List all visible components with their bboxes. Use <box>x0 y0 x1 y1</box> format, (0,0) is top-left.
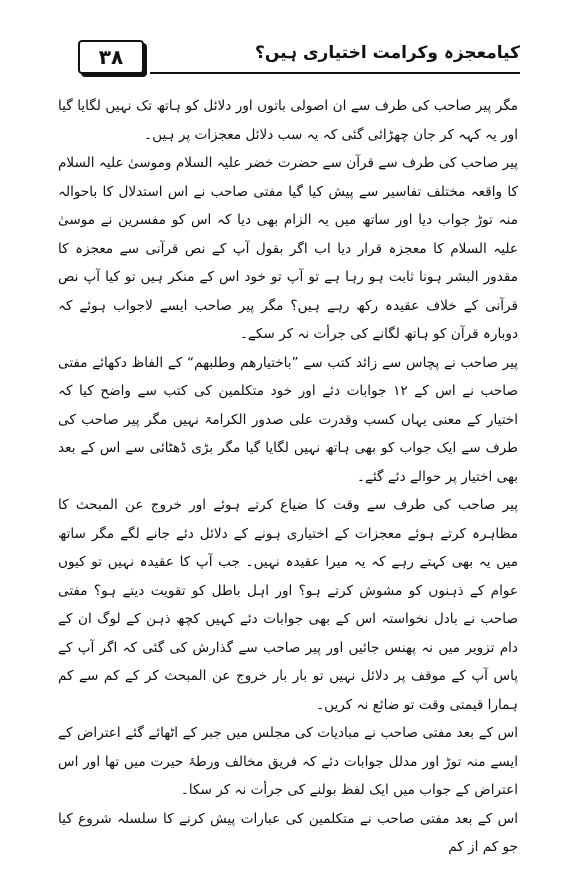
paragraph-5: اس کے بعد مفتی صاحب نے مبادیات کی مجلس میں جبر کے اٹھائے گئے اعتراض کے ایسے منہ توڑ اور مدلل جوابات دئے کہ فریق مخالف ورطۂ حیرت میں تھا اور اس اعتراض کے جواب میں ایک لفظ بولنے کی جرأت نہ کر سکا۔ <box>58 725 518 798</box>
paragraph-1: مگر پیر صاحب کی طرف سے ان اصولی باتوں اور دلائل کو ہاتھ تک نہیں لگایا گیا اور یہ کہہ کر جان چھڑائی گئی کہ یہ سب دلائل معجزات پر ہیں۔ <box>58 98 518 143</box>
paragraph-4: پیر صاحب کی طرف سے وقت کا ضیاع کرتے ہوئے اور خروج عن المبحث کا مظاہرہ کرتے ہوئے معجزات کے اختیاری ہونے کے دلائل دئے جانے لگے مگر ساتھ میں یہ بھی کہتے رہے کہ یہ میرا عقیدہ نہیں۔ جب آپ کا عقیدہ نہیں تو کیوں عوام کے ذہنوں کو مشوش کرتے ہو؟ اور اہل باطل کو تقویت دیتے ہو؟ مفتی صاحب نے بادل نخواستہ اس کے بھی جوابات دئے کہیں کچھ ذہن کے لوگ ان کے دام تزویر میں نہ پھنس جائیں اور پیر صاحب سے گذارش کی گئی کہ اگر آپ کے پاس آپ کے موقف پر دلائل نہیں تو بار بار خروج عن المبحث کر کے کم سے کم ہمارا قیمتی وقت تو ضائع نہ کریں۔ <box>58 497 518 713</box>
page-header <box>60 38 520 76</box>
running-title: کیامعجزہ وکرامت اختیاری ہیں؟ <box>254 43 520 63</box>
header-rule <box>150 72 520 74</box>
paragraph-2: پیر صاحب کی طرف سے قرآن سے حضرت خضر علیہ السلام وموسیٰ علیہ السلام کا واقعہ مختلف تفاسیر سے پیش کیا گیا مفتی صاحب نے اس استدلال کا باحوالہ منہ توڑ جواب دیا اور ساتھ میں یہ الزام بھی دیا کہ اس کو مفسرین نے موسیٰ علیہ السلام کا معجزہ قرار دیا اب اگر بقول آپ کے نص قرآنی سے معجزہ کا مقدور البشر ہونا ثابت ہو رہا ہے تو آپ تو خود اس کے منکر ہیں تو کیا آپ نص قرآنی کے خلاف عقیدہ رکھ رہے ہیں؟ مگر پیر صاحب ایسے لاجواب ہوئے کہ دوبارہ قرآن کو ہاتھ لگانے کی جرأت نہ کر سکے۔ <box>58 155 518 342</box>
paragraph-3: پیر صاحب نے پچاس سے زائد کتب سے ”باختیارھم وطلبھم“ کے الفاظ دکھائے مفتی صاحب نے اس کے ۱۲ جوابات دئے اور خود متکلمین کی کتب سے واضح کیا کہ اختیار کے معنی یہاں کسب وقدرت علی صدور الکرامۃ نہیں مگر پیر صاحب کی طرف سے ایک جواب کو بھی ہاتھ نہیں لگایا گیا مگر بڑی ڈھٹائی سے اس کے بعد بھی اختیار پر حوالے دئے گئے۔ <box>58 354 518 485</box>
page-number: ۳۸ <box>78 40 144 74</box>
paragraph-6: اس کے بعد مفتی صاحب نے متکلمین کی عبارات پیش کرنے کا سلسلہ شروع کیا جو کم از کم <box>58 810 518 855</box>
body-text <box>58 92 518 862</box>
